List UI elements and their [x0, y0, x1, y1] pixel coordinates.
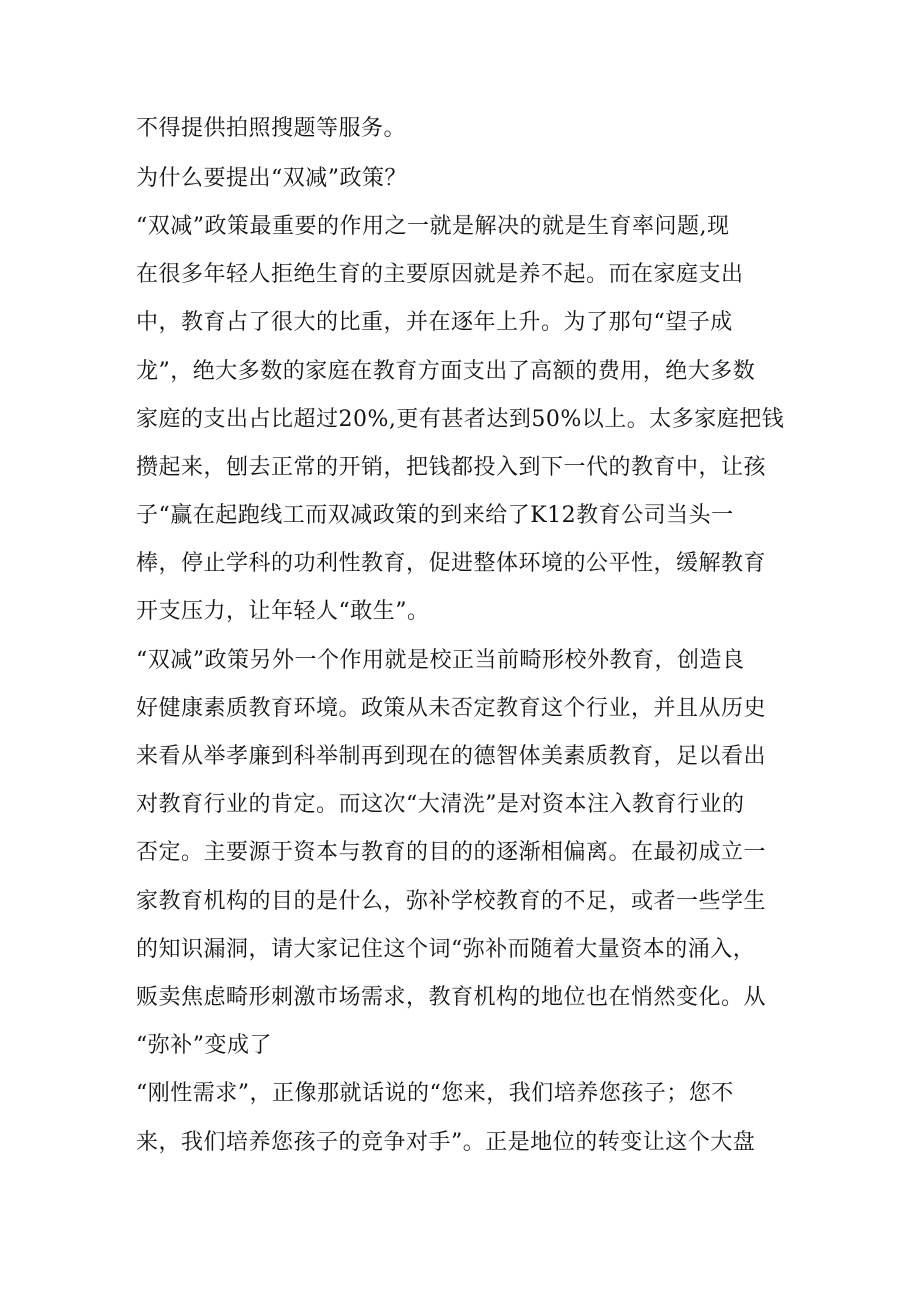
- text-line: 贩卖焦虑畸形刺激市场需求，教育机构的地位也在悄然变化。从: [136, 985, 767, 1010]
- text-line: 家庭的支出占比超过20%,更有甚者达到50%以上。太多家庭把钱: [136, 407, 785, 432]
- text-line: 不得提供拍照搜题等服务。: [136, 116, 407, 141]
- text-line: 开支压力，让年轻人“敢生”。: [136, 599, 430, 624]
- text-line: 龙”，绝大多数的家庭在教育方面支出了高额的费用，绝大多数: [136, 359, 756, 384]
- text-line: “双减”政策另外一个作用就是校正当前畸形校外教育，创造良: [136, 648, 745, 673]
- text-line: 中，教育占了很大的比重，并在逐年上升。为了那句“望子成: [136, 310, 733, 335]
- text-line: 否定。主要源于资本与教育的目的的逐渐相偏离。在最初成立一: [136, 840, 767, 865]
- text-line: 好健康素质教育环境。政策从未否定教育这个行业，并且从历史: [136, 696, 767, 721]
- text-line: 来，我们培养您孩子的竞争对手”。正是地位的转变让这个大盘: [136, 1130, 756, 1155]
- text-line: 的知识漏洞，请大家记住这个词“弥补而随着大量资本的涌入，: [136, 937, 756, 962]
- text-line: 家教育机构的目的是什么，弥补学校教育的不足，或者一些学生: [136, 889, 767, 914]
- text-line: 对教育行业的肯定。而这次“大清洗”是对资本注入教育行业的: [136, 792, 745, 817]
- text-line: 棒，停止学科的功利性教育，促进整体环境的公平性，缓解教育: [136, 551, 767, 576]
- text-line: “弥补”变成了: [136, 1033, 272, 1058]
- text-line: 子“赢在起跑线工而双减政策的到来给了K12教育公司当头一: [136, 503, 734, 528]
- text-line: 在很多年轻人拒绝生育的主要原因就是养不起。而在家庭支出: [136, 262, 744, 287]
- text-line: “刚性需求”，正像那就话说的“您来，我们培养您孩子；您不: [136, 1081, 734, 1106]
- text-line: 为什么要提出“双减”政策？: [136, 166, 407, 191]
- text-line: “双减”政策最重要的作用之一就是解决的就是生育率问题,现: [136, 214, 730, 239]
- text-line: 来看从举孝廉到科举制再到现在的德智体美素质教育，足以看出: [136, 744, 767, 769]
- text-line: 攒起来，刨去正常的开销，把钱都投入到下一代的教育中，让孩: [136, 455, 767, 480]
